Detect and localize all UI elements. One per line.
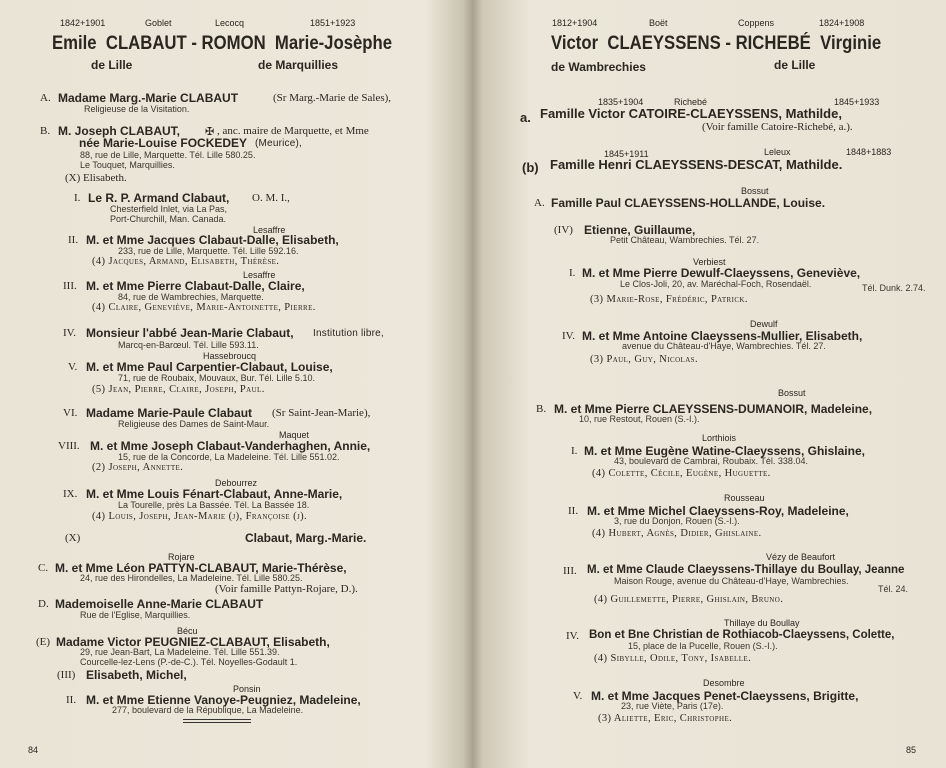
- entry-address: La Tourelle, près La Bassée. Tél. La Bassée 18.: [118, 500, 310, 510]
- entry-label: V.: [573, 690, 583, 702]
- entry-label: IX.: [63, 488, 78, 500]
- entry-label: III.: [563, 565, 577, 577]
- entry-address: 3, rue du Donjon, Rouen (S.-I.).: [614, 516, 740, 526]
- entry-label: IV.: [562, 330, 575, 342]
- entry-label: IV.: [63, 327, 76, 339]
- maiden-name: Vézy de Beaufort: [766, 552, 836, 562]
- maiden-name: Verbiest: [693, 257, 726, 267]
- husband-mother: Goblet: [145, 18, 172, 28]
- wife-dates: 1851+1923: [310, 18, 356, 28]
- entry-label: a.: [520, 110, 531, 125]
- page-title: Victor CLAEYSSENS - RICHEBÉ Virginie: [551, 33, 882, 54]
- entry-children: (4) Hubert, Agnès, Didier, Ghislaine.: [592, 528, 762, 539]
- entry-name: Famille Henri CLAEYSSENS-DESCAT, Mathilde.: [550, 157, 843, 172]
- entry-name: M. Joseph CLABAUT,: [58, 124, 181, 138]
- entry-children: (4) Colette, Cécile, Eugène, Huguette.: [592, 468, 771, 479]
- entry-name: M. et Mme Jacques Clabaut-Dalle, Elisabeth,: [86, 233, 339, 247]
- entry-address: 23, rue Viète, Paris (17e).: [621, 701, 724, 711]
- entry-children: (4) Guillemette, Pierre, Ghislain, Bruno.: [594, 594, 784, 605]
- entry-spouse-note: (Meurice),: [255, 138, 303, 149]
- entry-name: M. et Mme Paul Carpentier-Clabaut, Louise,: [86, 360, 333, 374]
- entry-name: M. et Mme Pierre Clabaut-Dalle, Claire,: [86, 279, 305, 293]
- wife-origin: de Marquillies: [258, 58, 339, 72]
- dates: 1845+1933: [834, 97, 880, 107]
- entry-children: (4) Louis, Joseph, Jean-Marie (j), Françoise (j).: [92, 511, 308, 522]
- entry-address: 15, place de la Pucelle, Rouen (S.-I.).: [628, 641, 778, 651]
- entry-label: II.: [66, 694, 77, 706]
- entry-label: II.: [568, 505, 579, 517]
- entry-address: 24, rue des Hirondelles, La Madeleine. Tél. Lille 580.25.: [80, 573, 303, 583]
- left-page: [0, 0, 460, 768]
- entry-address: Marcq-en-Barœul. Tél. Lille 593.11.: [118, 340, 259, 350]
- entry-label: (E): [36, 636, 51, 648]
- entry-children: (4) Sibylle, Odile, Tony, Isabelle.: [594, 653, 752, 664]
- entry-name: Madame Marg.-Marie CLABAUT: [58, 91, 239, 105]
- entry-children: (4) Claire, Geneviève, Marie-Antoinette, Pierre.: [92, 302, 316, 313]
- maiden-name: Bossut: [741, 186, 769, 196]
- maiden-name: Hassebroucq: [203, 351, 257, 361]
- entry-name: M. et Mme Léon PATTYN-CLABAUT, Marie-Thérèse,: [55, 561, 347, 575]
- entry-name: M. et Mme Antoine Claeyssens-Mullier, Elisabeth,: [582, 329, 863, 343]
- entry-address: 277, boulevard de la République, La Madeleine.: [112, 705, 304, 715]
- husband-origin: de Wambrechies: [551, 60, 646, 74]
- entry-children: (3) Paul, Guy, Nicolas.: [590, 354, 698, 365]
- maiden-name: Lesaffre: [243, 270, 276, 280]
- entry-label: VI.: [63, 407, 78, 419]
- entry-name: Elisabeth, Michel,: [86, 668, 187, 682]
- entry-name: Mademoiselle Anne-Marie CLABAUT: [55, 597, 264, 611]
- entry-address-2: (Voir famille Pattyn-Rojare, D.).: [215, 583, 358, 595]
- entry-address: avenue du Château-d'Haye, Wambrechies. Tél. 27.: [622, 341, 826, 351]
- wife-mother: Lecocq: [215, 18, 245, 28]
- entry-label: (IV): [554, 224, 573, 236]
- page-title: Emile CLABAUT - ROMON Marie-Josèphe: [52, 33, 393, 54]
- entry-children: (2) Joseph, Annette.: [92, 462, 184, 473]
- entry-label: III.: [63, 280, 77, 292]
- entry-label: D.: [38, 598, 49, 610]
- wife-origin: de Lille: [774, 58, 816, 72]
- entry-name: Clabaut, Marg.-Marie.: [245, 531, 367, 545]
- entry-label: B.: [536, 403, 547, 415]
- entry-children: (3) Marie-Rose, Frédéric, Patrick.: [590, 294, 748, 305]
- entry-address-2: Tél. 24.: [878, 584, 909, 594]
- entry-name: Monsieur l'abbé Jean-Marie Clabaut,: [86, 326, 294, 340]
- entry-label: (III): [57, 669, 76, 681]
- maiden-name: Maquet: [279, 430, 310, 440]
- entry-address: 233, rue de Lille, Marquette. Tél. Lille 592.16.: [118, 246, 299, 256]
- maiden-name: Bossut: [778, 388, 806, 398]
- entry-label: I.: [569, 267, 576, 279]
- divider: [183, 719, 251, 720]
- maiden-name: Bécu: [177, 626, 198, 636]
- entry-note: Institution libre,: [313, 328, 384, 339]
- entry-label: VIII.: [58, 440, 80, 452]
- entry-address-2: Le Touquet, Marquillies.: [80, 160, 175, 170]
- entry-address-2: Courcelle-lez-Lens (P.-de-C.). Tél. Noyelles-Godault 1.: [80, 657, 298, 667]
- maiden-name: Ponsin: [233, 684, 261, 694]
- entry-label: (X): [65, 532, 81, 544]
- entry-address: Maison Rouge, avenue du Château-d'Haye, Wambrechies.: [614, 576, 849, 586]
- entry-name: M. et Mme Pierre CLAEYSSENS-DUMANOIR, Madeleine,: [554, 402, 873, 416]
- entry-label: II.: [68, 234, 79, 246]
- entry-name: M. et Mme Louis Fénart-Clabaut, Anne-Marie,: [86, 487, 343, 501]
- entry-address: 43, boulevard de Cambrai, Roubaix. Tél. 338.04.: [614, 456, 808, 466]
- husband-mother: Boët: [649, 18, 668, 28]
- entry-note: (Sr Marg.-Marie de Sales),: [273, 92, 392, 104]
- entry-address: Chesterfield Inlet, via La Pas,: [110, 204, 228, 214]
- entry-name: M. et Mme Michel Claeyssens-Roy, Madeleine,: [587, 504, 849, 518]
- entry-address: Religieuse des Dames de Saint-Maur.: [118, 419, 270, 429]
- entry-name: M. et Mme Joseph Clabaut-Vanderhaghen, Annie,: [90, 439, 371, 453]
- entry-name: Madame Marie-Paule Clabaut: [86, 406, 253, 420]
- entry-address-2: Tél. Dunk. 2.74.: [862, 283, 926, 293]
- maiden-name: Debourrez: [215, 478, 258, 488]
- entry-children: (3) Aliette, Eric, Christophe.: [598, 713, 733, 724]
- entry-address: 88, rue de Lille, Marquette. Tél. Lille 580.25.: [80, 150, 256, 160]
- maiden-name: Lorthiois: [702, 433, 737, 443]
- maiden-name: Lesaffre: [253, 225, 286, 235]
- entry-address: 71, rue de Roubaix, Mouvaux, Bur. Tél. Lille 5.10.: [118, 373, 315, 383]
- entry-label: B.: [40, 125, 51, 137]
- dates: 1848+1883: [846, 147, 892, 157]
- entry-name: M. et Mme Pierre Dewulf-Claeyssens, Geneviève,: [582, 266, 861, 280]
- dates: 1835+1904: [598, 97, 644, 107]
- maiden-name: Richebé: [674, 97, 708, 107]
- entry-spouse: née Marie-Louise FOCKEDEY: [79, 136, 248, 150]
- entry-address: 84, rue de Wambrechies, Marquette.: [118, 292, 264, 302]
- entry-address: Rue de l'Eglise, Marquillies.: [80, 610, 191, 620]
- entry-label: IV.: [566, 630, 579, 642]
- entry-label: A.: [534, 197, 545, 209]
- entry-name: Bon et Bne Christian de Rothiacob-Claeyssens, Colette,: [589, 629, 895, 641]
- wife-mother: Coppens: [738, 18, 775, 28]
- entry-label: (b): [522, 160, 539, 175]
- husband-dates: 1812+1904: [552, 18, 598, 28]
- entry-name: Famille Paul CLAEYSSENS-HOLLANDE, Louise.: [551, 196, 826, 210]
- maiden-name: Rojare: [168, 552, 195, 562]
- entry-label: I.: [74, 192, 81, 204]
- right-page: [474, 0, 946, 768]
- entry-address: 29, rue Jean-Bart, La Madeleine. Tél. Lille 551.39.: [80, 647, 280, 657]
- entry-address: Petit Château, Wambrechies. Tél. 27.: [610, 235, 760, 245]
- entry-child: (X) Elisabeth.: [65, 172, 127, 184]
- husband-origin: de Lille: [91, 58, 133, 72]
- entry-address: 10, rue Restout, Rouen (S.-I.).: [579, 414, 700, 424]
- entry-name: M. et Mme Eugène Watine-Claeyssens, Ghislaine,: [584, 444, 865, 458]
- maiden-name: Desombre: [703, 678, 745, 688]
- entry-note: , anc. maire de Marquette, et Mme: [217, 125, 369, 137]
- entry-name: Madame Victor PEUGNIEZ-CLABAUT, Elisabeth,: [56, 635, 330, 649]
- wife-dates: 1824+1908: [819, 18, 865, 28]
- entry-name: M. et Mme Claude Claeyssens-Thillaye du Boullay, Jeanne: [587, 564, 905, 576]
- page-number: 85: [906, 745, 917, 755]
- maiden-name: Rousseau: [724, 493, 765, 503]
- dates: 1845+1911: [604, 149, 649, 159]
- entry-name: Etienne, Guillaume,: [584, 223, 696, 237]
- maiden-name: Leleux: [764, 147, 791, 157]
- entry-children: (5) Jean, Pierre, Claire, Joseph, Paul.: [92, 384, 265, 395]
- entry-name: M. et Mme Etienne Vanoye-Peugniez, Madeleine,: [86, 693, 361, 707]
- entry-address: (Voir famille Catoire-Richebé, a.).: [702, 121, 853, 133]
- entry-address: Le Clos-Joli, 20, av. Maréchal-Foch, Rosendaël.: [620, 279, 812, 289]
- entry-address-2: Port-Churchill, Man. Canada.: [110, 214, 227, 224]
- entry-name: Le R. P. Armand Clabaut,: [88, 191, 230, 205]
- entry-note: (Sr Saint-Jean-Marie),: [272, 407, 371, 419]
- entry-name: M. et Mme Jacques Penet-Claeyssens, Brigitte,: [591, 689, 859, 703]
- maiden-name: Thillaye du Boullay: [724, 618, 800, 628]
- entry-name: Famille Victor CATOIRE-CLAEYSSENS, Mathilde,: [540, 106, 842, 121]
- entry-label: A.: [40, 92, 51, 104]
- page-number: 84: [28, 745, 39, 755]
- maiden-name: Dewulf: [750, 319, 778, 329]
- entry-label: C.: [38, 562, 49, 574]
- entry-label: I.: [571, 445, 578, 457]
- divider: [183, 722, 251, 723]
- entry-label: V.: [68, 361, 78, 373]
- entry-address: 15, rue de la Concorde, La Madeleine. Tél. Lille 551.02.: [118, 452, 340, 462]
- husband-dates: 1842+1901: [60, 18, 106, 28]
- entry-children: (4) Jacques, Armand, Elisabeth, Thérèse.: [92, 256, 280, 267]
- entry-note: O. M. I.,: [252, 192, 290, 204]
- cross-icon: ✠: [205, 126, 215, 138]
- entry-address: Religieuse de la Visitation.: [84, 104, 190, 114]
